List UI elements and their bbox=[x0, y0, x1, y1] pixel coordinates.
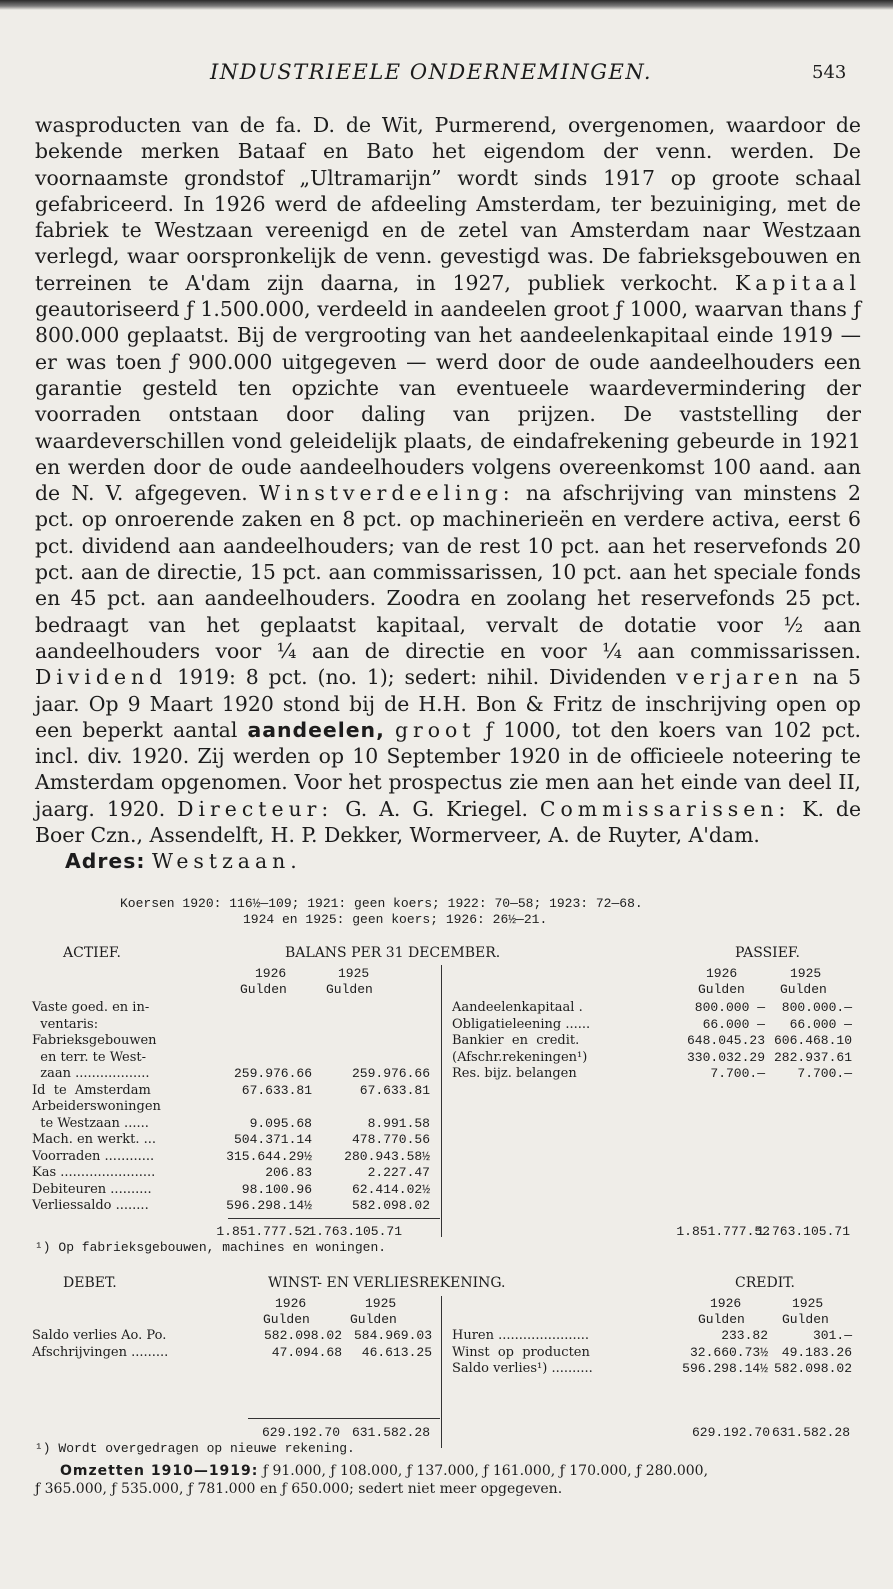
passief-row-value-1925: 800.000.— bbox=[781, 1000, 852, 1015]
debet-row-value-1925: 584.969.03 bbox=[353, 1328, 432, 1343]
passief-row-value-1926: 648.045.23 bbox=[686, 1033, 765, 1048]
winst-right-year-1: 1926 bbox=[710, 1296, 742, 1311]
actief-heading: ACTIEF. bbox=[63, 945, 121, 961]
actief-sum-rule bbox=[228, 1218, 440, 1219]
actief-row-label: Kas ....................... bbox=[32, 1165, 156, 1180]
verjaren-label: verjaren bbox=[676, 665, 804, 690]
running-header: INDUSTRIEELE ONDERNEMINGEN. bbox=[210, 60, 653, 84]
actief-row-value-1925: 582.098.02 bbox=[351, 1198, 430, 1213]
passief-row-label: Obligatieleening ...... bbox=[452, 1016, 591, 1032]
winst-left-unit-2: Gulden bbox=[350, 1312, 397, 1327]
text-p1: wasproducten van de fa. D. de Wit, Purmerend, overgenomen, waardoor de bekende merken Bataaf en Bato het eigendom der venn. werden. De voornaamste grondstof „Ultramarijn” wordt sinds 1917 op groote schaal gefabriceerd. In 1926 werd de afdeeling Amsterdam, ter bezuiniging, met de fabriek te Westzaan vereenigd en de zetel van Amsterdam naar Westzaan verlegd, waar oorspronkelijk de venn. gevestigd was. De fabrieksgebouwen en terreinen te A'dam zijn daarna, in 1927, publiek verkocht. bbox=[35, 113, 861, 295]
dividend-label: Dividend bbox=[35, 665, 168, 690]
credit-row-label: Saldo verlies¹) .......... bbox=[452, 1361, 593, 1376]
adres-value: Westzaan. bbox=[152, 849, 302, 874]
scan-top-edge bbox=[0, 0, 893, 10]
balans-left-unit-1: Gulden bbox=[240, 982, 287, 997]
passief-row-value-1926: 66.000 — bbox=[702, 1016, 765, 1032]
credit-row-value-1926: 32.660.73½ bbox=[689, 1344, 768, 1360]
actief-row-label: Arbeiderswoningen bbox=[32, 1099, 161, 1114]
actief-row-value-1925: 62.414.02½ bbox=[351, 1181, 430, 1197]
debet-row-value-1926: 582.098.02 bbox=[263, 1328, 342, 1343]
omzetten-line-2: ƒ 365.000, ƒ 535.000, ƒ 781.000 en ƒ 650.000; sedert niet meer opgegeven. bbox=[35, 1481, 563, 1497]
balans-divider bbox=[441, 965, 442, 1237]
credit-row-value-1926: 596.298.14½ bbox=[682, 1361, 768, 1376]
passief-row-value-1926: 800.000 — bbox=[694, 1000, 765, 1015]
omzetten-line-1 bbox=[60, 1463, 708, 1479]
passief-row-label: Aandeelenkapitaal . bbox=[452, 1000, 583, 1015]
actief-row-value-1926: 67.633.81 bbox=[241, 1082, 312, 1098]
actief-total-1926: 1.851.777.52 bbox=[216, 1224, 310, 1239]
winst-divider bbox=[441, 1296, 442, 1448]
balans-footnote: ¹) Op fabrieksgebouwen, machines en woningen. bbox=[35, 1240, 387, 1255]
debet-row-value-1925: 46.613.25 bbox=[361, 1344, 432, 1360]
page-number: 543 bbox=[812, 62, 847, 83]
winstverdeeling-label: Winstverdeeling: bbox=[259, 481, 515, 506]
debet-row-label: Saldo verlies Ao. Po. bbox=[32, 1328, 167, 1343]
text-p5: na 5 jaar. Op 9 Maart 1920 stond bij de H.H. Bon & Fritz de inschrijving open op een beperkt aantal bbox=[35, 665, 862, 742]
balans-title: BALANS PER 31 DECEMBER. bbox=[285, 945, 501, 961]
actief-total-1925: 1.763.105.71 bbox=[308, 1224, 402, 1239]
actief-row-value-1926: 596.298.14½ bbox=[226, 1198, 312, 1213]
balans-left-unit-2: Gulden bbox=[326, 982, 373, 997]
passief-row-value-1925: 66.000 — bbox=[789, 1016, 852, 1032]
winst-left-unit-1: Gulden bbox=[263, 1312, 310, 1327]
actief-row-label: Id te Amsterdam bbox=[32, 1082, 151, 1098]
actief-row-value-1925: 2.227.47 bbox=[367, 1165, 430, 1180]
winst-left-year-1: 1926 bbox=[275, 1296, 307, 1311]
actief-row-value-1925: 259.976.66 bbox=[351, 1066, 430, 1081]
commissarissen-label: Commissarissen: bbox=[539, 796, 791, 821]
text-p8: K. de Boer Czn., Assendelft, H. P. Dekker, Wormerveer, A. de Ruyter, A'dam. bbox=[35, 796, 862, 848]
actief-row-value-1926: 315.644.29½ bbox=[226, 1148, 312, 1164]
actief-row-label: Debiteuren .......... bbox=[32, 1181, 152, 1197]
kapitaal-label: Kapitaal bbox=[735, 270, 862, 295]
passief-row-value-1925: 606.468.10 bbox=[773, 1033, 852, 1048]
credit-heading: CREDIT. bbox=[735, 1275, 795, 1291]
passief-row-value-1925: 282.937.61 bbox=[773, 1049, 852, 1065]
credit-row-label: Winst op producten bbox=[452, 1344, 590, 1360]
debet-row-label: Afschrijvingen ......... bbox=[32, 1344, 169, 1360]
actief-row-value-1925: 8.991.58 bbox=[367, 1115, 430, 1131]
balans-right-year-2: 1925 bbox=[790, 966, 822, 981]
balans-right-unit-1: Gulden bbox=[698, 982, 745, 997]
credit-total-1925: 631.582.28 bbox=[771, 1425, 850, 1440]
passief-row-label: Res. bijz. belangen bbox=[452, 1066, 577, 1081]
winst-left-year-2: 1925 bbox=[365, 1296, 397, 1311]
actief-row-label: Mach. en werkt. ... bbox=[32, 1132, 156, 1147]
text-p6: ƒ 1000, tot den koers van 102 pct. incl. div. 1920. Zij werden op 10 September 1920 in de officieele noteering te Amsterdam opgenomen. Voor het prospectus zie men aan het einde van deel II, jaarg. 1920. bbox=[35, 717, 861, 821]
actief-row-label: te Westzaan ...... bbox=[32, 1115, 149, 1131]
actief-row-value-1926: 206.83 bbox=[265, 1165, 312, 1180]
debet-total-1926: 629.192.70 bbox=[261, 1425, 340, 1440]
actief-row-label: Verliessaldo ........ bbox=[32, 1198, 149, 1213]
winst-right-year-2: 1925 bbox=[792, 1296, 824, 1311]
text-p2: geautoriseerd ƒ 1.500.000, verdeeld in aandeelen groot ƒ 1000, waarvan thans ƒ 800.000 geplaatst. Bij de vergrooting van het aandeelenkapitaal einde 1919 — er was toen ƒ 900.000 uitgegeven — werd door de oude aandeelhouders een garantie gesteld ten opzichte van eventueele waardevermindering der voorraden ontstaan door daling van prijzen. De vaststelling der waardeverschillen vond geleidelijk plaats, de eindafrekening gebeurde in 1921 en werden door de oude aandeelhouders volgens overeenkomst 100 aand. aan de N. V. afgegeven. bbox=[35, 297, 861, 506]
actief-row-value-1926: 9.095.68 bbox=[249, 1115, 312, 1131]
passief-row-value-1926: 330.032.29 bbox=[686, 1049, 765, 1065]
koersen-line-2: 1924 en 1925: geen koers; 1926: 26½—21. bbox=[243, 912, 548, 927]
passief-row-label: Bankier en credit. bbox=[452, 1033, 580, 1048]
balans-right-year-1: 1926 bbox=[706, 966, 738, 981]
adres-label: Adres: bbox=[65, 849, 146, 874]
credit-row-value-1925: 582.098.02 bbox=[773, 1361, 852, 1376]
passief-row-value-1925: 7.700.— bbox=[797, 1066, 852, 1081]
actief-row-label: ventaris: bbox=[32, 1016, 99, 1032]
winst-title: WINST- EN VERLIESREKENING. bbox=[268, 1275, 506, 1291]
actief-row-label: Fabrieksgebouwen bbox=[32, 1033, 157, 1048]
winst-footnote: ¹) Wordt overgedragen op nieuwe rekening. bbox=[35, 1441, 355, 1456]
winst-right-unit-1: Gulden bbox=[698, 1312, 745, 1327]
passief-row-label: (Afschr.rekeningen¹) bbox=[452, 1049, 588, 1065]
actief-row-value-1925: 280.943.58½ bbox=[344, 1148, 430, 1164]
actief-row-label: en terr. te West- bbox=[32, 1049, 146, 1065]
credit-row-value-1926: 233.82 bbox=[721, 1328, 768, 1343]
aandeelen-label: aandeelen, bbox=[247, 717, 385, 742]
actief-row-label: Vaste goed. en in- bbox=[32, 1000, 150, 1015]
balans-left-year-1: 1926 bbox=[255, 966, 287, 981]
actief-row-value-1926: 504.371.14 bbox=[233, 1132, 312, 1147]
balans-right-unit-2: Gulden bbox=[780, 982, 827, 997]
actief-row-value-1925: 67.633.81 bbox=[359, 1082, 430, 1098]
credit-row-value-1925: 49.183.26 bbox=[781, 1344, 852, 1360]
text-p7: G. A. G. Kriegel. bbox=[345, 796, 528, 821]
winst-right-unit-2: Gulden bbox=[782, 1312, 829, 1327]
actief-row-label: zaan .................. bbox=[32, 1066, 150, 1081]
actief-row-value-1925: 478.770.56 bbox=[351, 1132, 430, 1147]
passief-total-1925: 1.763.105.71 bbox=[756, 1224, 850, 1239]
omzetten-values-1: ƒ 91.000, ƒ 108.000, ƒ 137.000, ƒ 161.000, ƒ 170.000, ƒ 280.000, bbox=[262, 1463, 709, 1479]
text-p4: 1919: 8 pct. (no. 1); sedert: nihil. Dividenden bbox=[177, 665, 667, 690]
debet-total-1925: 631.582.28 bbox=[351, 1425, 430, 1440]
actief-row-value-1926: 259.976.66 bbox=[233, 1066, 312, 1081]
koersen-line-1: Koersen 1920: 116½—109; 1921: geen koers; 1922: 70—58; 1923: 72—68. bbox=[120, 896, 643, 911]
directeur-label: Directeur: bbox=[177, 796, 334, 821]
passief-heading: PASSIEF. bbox=[735, 945, 800, 961]
company-description bbox=[35, 112, 861, 875]
omzetten-label: Omzetten 1910—1919: bbox=[60, 1463, 259, 1479]
actief-row-label: Voorraden ............ bbox=[32, 1148, 155, 1164]
passief-total-1926: 1.851.777.52 bbox=[676, 1224, 770, 1239]
passief-row-value-1926: 7.700.— bbox=[710, 1066, 765, 1081]
credit-row-value-1925: 301.— bbox=[812, 1328, 852, 1343]
credit-row-label: Huren ...................... bbox=[452, 1328, 590, 1343]
debet-row-value-1926: 47.094.68 bbox=[271, 1344, 342, 1360]
debet-sum-rule bbox=[248, 1418, 440, 1419]
balans-left-year-2: 1925 bbox=[338, 966, 370, 981]
text-p3: na afschrijving van minstens 2 pct. op onroerende zaken en 8 pct. op machinerieën en verdere activa, eerst 6 pct. dividend aan aandeelhouders; van de rest 10 pct. aan het reservefonds 20 pct. aan de directie, 15 pct. aan commissarissen, 10 pct. aan het speciale fonds en 45 pct. aan aandeelhouders. Zoodra en zoolang het reservefonds 25 pct. bedraagt van het geplaatst kapitaal, vervalt de dotatie voor ½ aan aandeelhouders voor ¼ aan de directie en voor ¼ aan commissarissen. bbox=[35, 481, 861, 663]
actief-row-value-1926: 98.100.96 bbox=[241, 1181, 312, 1197]
credit-total-1926: 629.192.70 bbox=[691, 1425, 770, 1440]
groot-label: groot bbox=[394, 717, 476, 742]
debet-heading: DEBET. bbox=[63, 1275, 117, 1291]
